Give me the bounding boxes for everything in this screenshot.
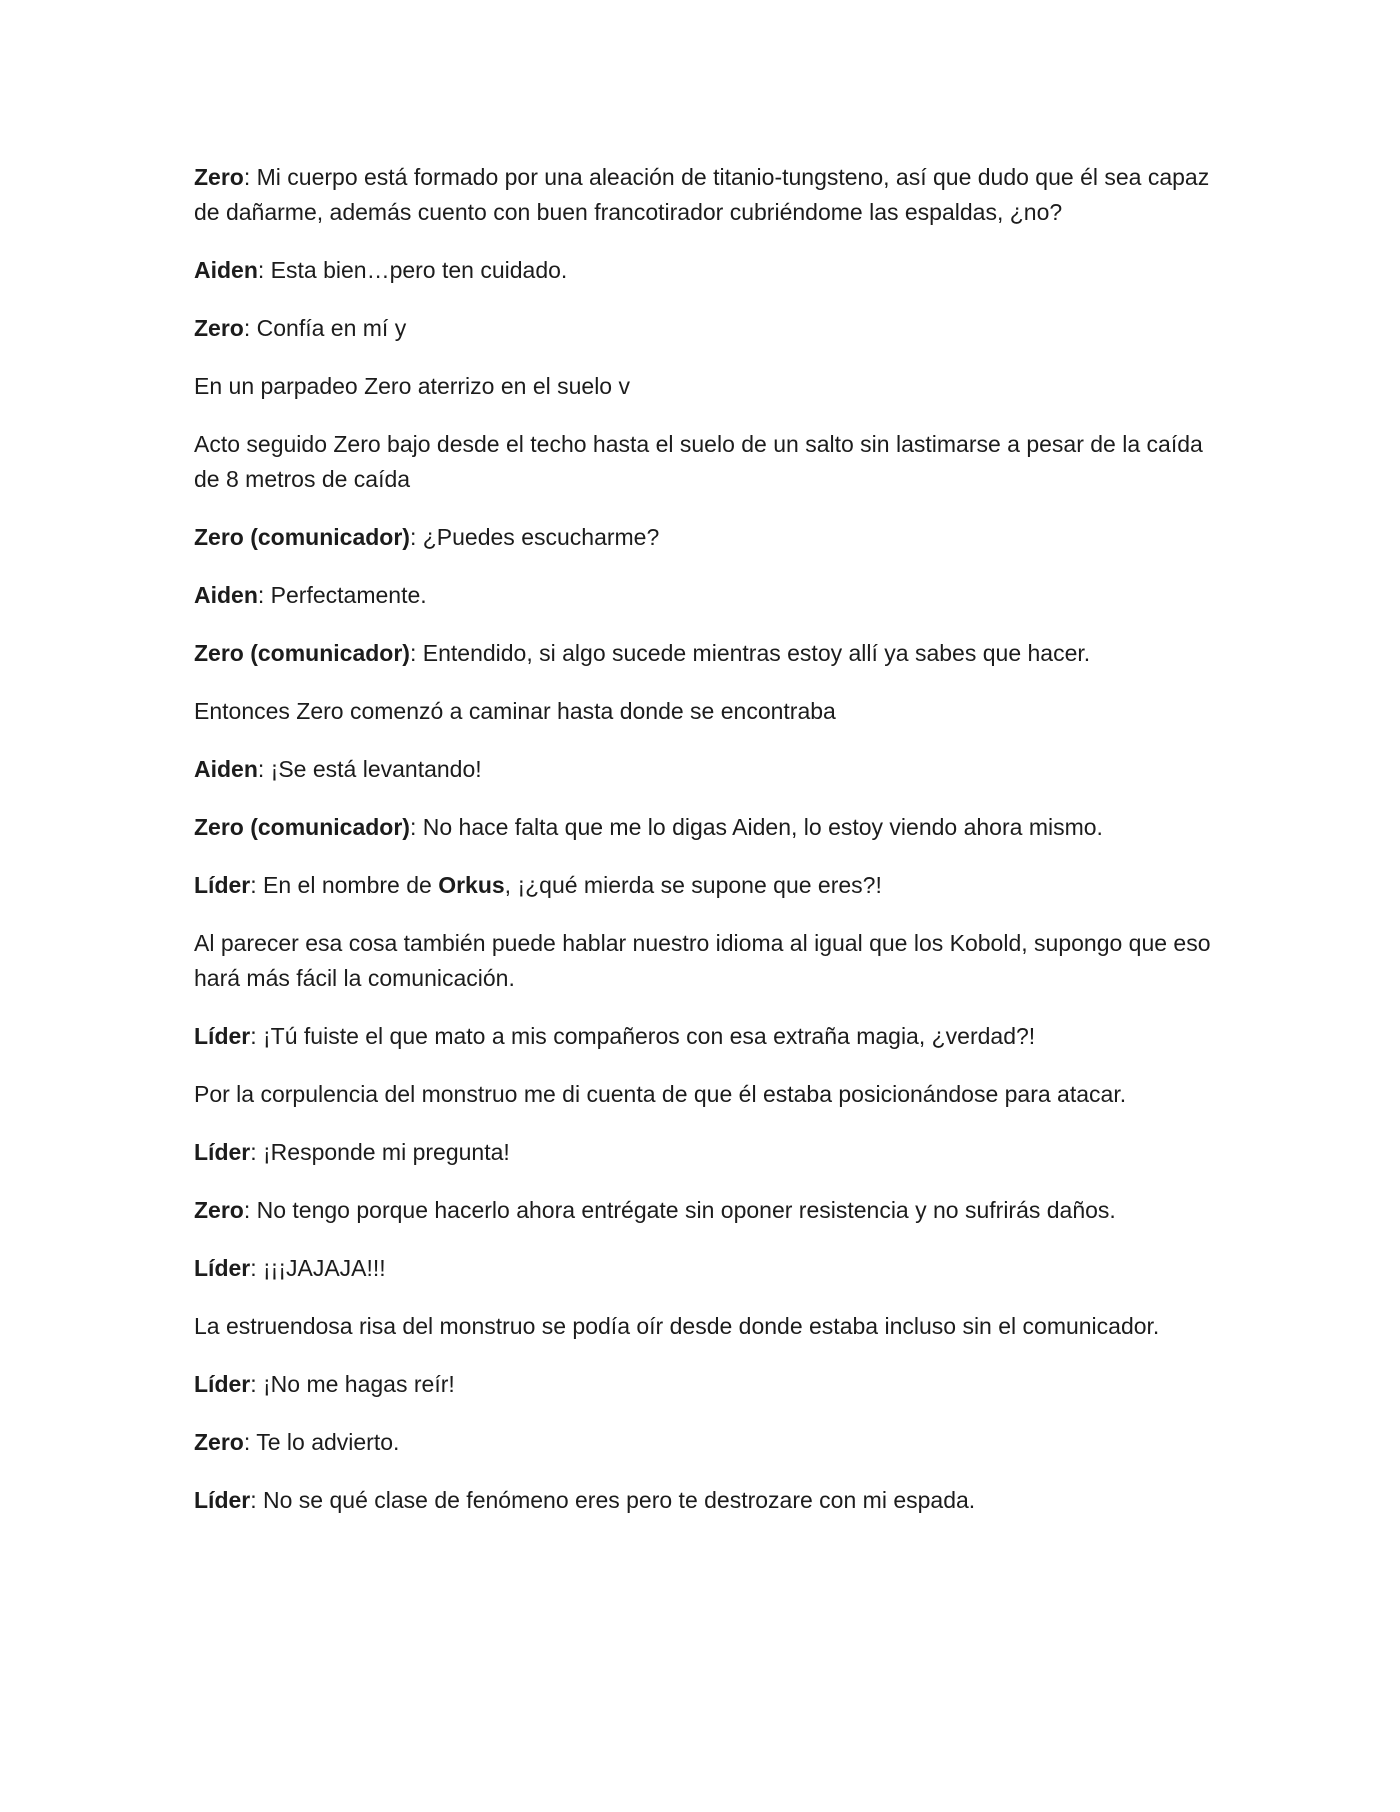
- speaker-separator: :: [409, 640, 423, 666]
- speaker-separator: :: [250, 1255, 264, 1281]
- speaker-separator: :: [257, 582, 271, 608]
- speaker-separator: :: [409, 524, 423, 550]
- paragraph: [194, 1135, 1224, 1170]
- paragraph-text: ¿Puedes escucharme?: [422, 524, 660, 550]
- speaker-separator: :: [243, 164, 257, 190]
- speaker-name: Zero: [194, 1429, 244, 1455]
- speaker-separator: :: [409, 814, 423, 840]
- paragraph-text: La estruendosa risa del monstruo se podía oír desde donde estaba incluso sin el comunicador.: [194, 1313, 1160, 1339]
- speaker-separator: :: [250, 1371, 264, 1397]
- narration-paragraph: [194, 427, 1224, 497]
- paragraph-text-after: , ¡¿qué mierda se supone que eres?!: [504, 872, 882, 898]
- paragraph: [194, 1483, 1224, 1518]
- speaker-name: Zero (comunicador): [194, 640, 410, 666]
- paragraph: [194, 1019, 1224, 1054]
- speaker-name: Zero: [194, 315, 244, 341]
- paragraph-text: Entonces Zero comenzó a caminar hasta donde se encontraba: [194, 698, 836, 724]
- paragraph-text: Esta bien…pero ten cuidado.: [270, 257, 568, 283]
- paragraph: [194, 1425, 1224, 1460]
- paragraph: [194, 253, 1224, 288]
- speaker-separator: :: [243, 315, 257, 341]
- paragraph: [194, 1251, 1224, 1286]
- paragraph-text: ¡Se está levantando!: [270, 756, 482, 782]
- paragraph-text: En el nombre de: [263, 872, 439, 898]
- paragraph: [194, 868, 1224, 903]
- speaker-name: Aiden: [194, 257, 258, 283]
- paragraph: [194, 520, 1224, 555]
- narration-paragraph: [194, 1077, 1224, 1112]
- speaker-name: Zero (comunicador): [194, 814, 410, 840]
- speaker-separator: :: [257, 756, 271, 782]
- speaker-name: Zero (comunicador): [194, 524, 410, 550]
- narration-paragraph: [194, 694, 1224, 729]
- speaker-name: Líder: [194, 1139, 251, 1165]
- paragraph-text: No hace falta que me lo digas Aiden, lo estoy viendo ahora mismo.: [422, 814, 1103, 840]
- paragraph: [194, 311, 1224, 346]
- paragraph-text: Entendido, si algo sucede mientras estoy allí ya sabes que hacer.: [422, 640, 1091, 666]
- speaker-separator: :: [243, 1429, 257, 1455]
- narration-paragraph: [194, 1309, 1224, 1344]
- paragraph-text: Mi cuerpo está formado por una aleación de titanio-tungsteno, así que dudo que él sea capaz de dañarme, además cuento con buen francotirador cubriéndome las espaldas, ¿no?: [194, 164, 1210, 225]
- paragraph-text: No se qué clase de fenómeno eres pero te destrozare con mi espada.: [263, 1487, 976, 1513]
- paragraph-text: ¡¡¡JAJAJA!!!: [263, 1255, 386, 1281]
- paragraph: [194, 578, 1224, 613]
- paragraph: [194, 636, 1224, 671]
- document-body: [194, 160, 1224, 1541]
- paragraph: [194, 1193, 1224, 1228]
- paragraph-text: ¡Responde mi pregunta!: [263, 1139, 510, 1165]
- speaker-separator: :: [243, 1197, 257, 1223]
- speaker-separator: :: [250, 1023, 264, 1049]
- speaker-name: Líder: [194, 1371, 251, 1397]
- paragraph-text: Al parecer esa cosa también puede hablar nuestro idioma al igual que los Kobold, supongo que eso hará más fácil la comunicación.: [194, 930, 1211, 991]
- speaker-separator: :: [250, 872, 264, 898]
- paragraph: [194, 810, 1224, 845]
- speaker-separator: :: [257, 257, 271, 283]
- paragraph-text: Por la corpulencia del monstruo me di cuenta de que él estaba posicionándose para atacar.: [194, 1081, 1127, 1107]
- paragraph: [194, 752, 1224, 787]
- paragraph-text: Te lo advierto.: [256, 1429, 400, 1455]
- paragraph: [194, 1367, 1224, 1402]
- paragraph-text: ¡No me hagas reír!: [263, 1371, 455, 1397]
- narration-paragraph: [194, 369, 1224, 404]
- speaker-name: Zero: [194, 1197, 244, 1223]
- speaker-name: Zero: [194, 164, 244, 190]
- emphasized-name: Orkus: [438, 872, 505, 898]
- speaker-separator: :: [250, 1139, 264, 1165]
- paragraph: [194, 160, 1224, 230]
- paragraph-text: Perfectamente.: [270, 582, 427, 608]
- speaker-name: Líder: [194, 1255, 251, 1281]
- speaker-name: Aiden: [194, 756, 258, 782]
- paragraph-text: Confía en mí y: [256, 315, 407, 341]
- paragraph-text: En un parpadeo Zero aterrizo en el suelo v: [194, 373, 630, 399]
- speaker-name: Aiden: [194, 582, 258, 608]
- speaker-separator: :: [250, 1487, 264, 1513]
- speaker-name: Líder: [194, 872, 251, 898]
- speaker-name: Líder: [194, 1023, 251, 1049]
- paragraph-text: Acto seguido Zero bajo desde el techo hasta el suelo de un salto sin lastimarse a pesar de la caída de 8 metros de caída: [194, 431, 1203, 492]
- paragraph-text: ¡Tú fuiste el que mato a mis compañeros con esa extraña magia, ¿verdad?!: [263, 1023, 1036, 1049]
- narration-paragraph: [194, 926, 1224, 996]
- paragraph-text: No tengo porque hacerlo ahora entrégate sin oponer resistencia y no sufrirás daños.: [256, 1197, 1116, 1223]
- speaker-name: Líder: [194, 1487, 251, 1513]
